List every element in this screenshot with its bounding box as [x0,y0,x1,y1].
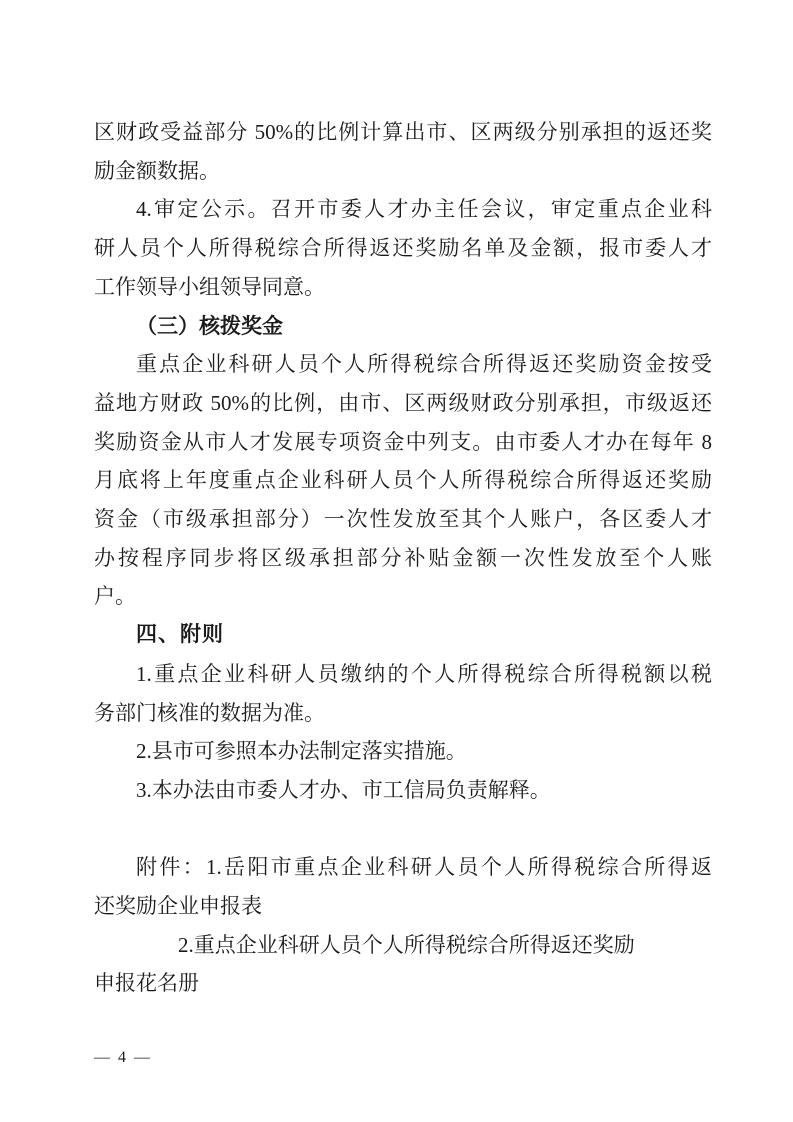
body-text-line: 3.本办法由市委人才办、市工信局负责解释。 [136,777,551,802]
body-text-line: 办按程序同步将区级承担部分补贴金额一次性发放至个人账 [94,545,712,570]
page-number: — 4 — [94,1049,152,1066]
attachment-line: 2.重点企业科研人员个人所得税综合所得返还奖励 [178,932,635,957]
body-text-line: 奖励资金从市人才发展专项资金中列支。由市委人才办在每年 8 [94,429,712,454]
attachment-line: 还奖励企业申报表 [94,894,262,919]
body-text-line: 工作领导小组领导同意。 [94,274,325,299]
heading-section-4: 四、附则 [136,623,224,647]
body-text-line: 资金（市级承担部分）一次性发放至其个人账户，各区委人才 [94,507,712,532]
body-text-line: 1.重点企业科研人员缴纳的个人所得税综合所得税额以税 [136,661,712,686]
body-text-line: 户。 [94,584,136,609]
body-text [94,113,712,1003]
body-text-line: 务部门核准的数据为准。 [94,700,325,725]
body-text-line: 重点企业科研人员个人所得税综合所得返还奖励资金按受 [136,352,712,377]
blank-line [94,810,712,849]
body-text-line: 励金额数据。 [94,158,220,183]
body-text-line: 区财政受益部分 50%的比例计算出市、区两级分别承担的返还奖 [94,120,712,144]
attachment-line: 附件：1.岳阳市重点企业科研人员个人所得税综合所得返 [136,855,712,880]
body-text-line: 2.县市可参照本办法制定落实措施。 [136,739,467,764]
body-text-line: 研人员个人所得税综合所得返还奖励名单及金额，报市委人才 [94,236,712,261]
attachment-line: 申报花名册 [94,971,199,996]
heading-section-3: （三）核拨奖金 [136,313,283,338]
body-text-line: 益地方财政 50%的比例，由市、区两级财政分别承担，市级返还 [94,390,712,415]
body-text-line: 月底将上年度重点企业科研人员个人所得税综合所得返还奖励 [94,468,712,493]
body-text-line: 4.审定公示。召开市委人才办主任会议，审定重点企业科 [136,197,712,222]
